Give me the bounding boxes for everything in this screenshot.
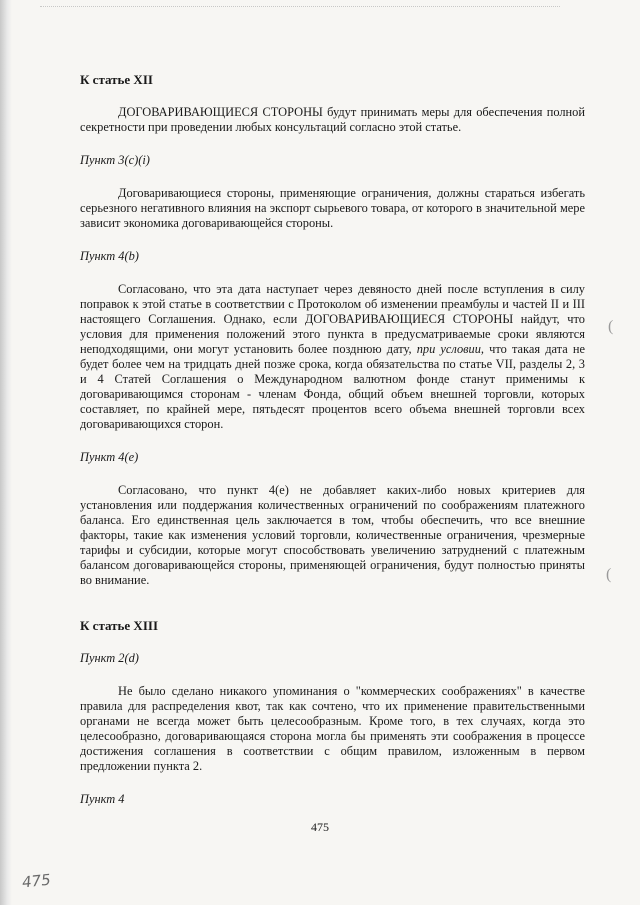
handwritten-page-number: 475 [21,870,52,892]
article-13-heading: К статье XIII [80,618,158,633]
scan-edge-shadow [0,0,12,905]
point-4e-heading: Пункт 4(e) [80,450,139,464]
article-12-heading: К статье XII [80,72,153,87]
point-3ci-heading: Пункт 3(c)(i) [80,153,150,167]
document-body [80,72,585,825]
margin-bracket-mark: ( [608,318,614,335]
margin-bracket-mark: ( [606,566,612,583]
point-4b-text-before: Согласовано, что эта дата наступает через девяносто дней после вступления в силу поправок к этой статье в соответствии с Протоколом об изменении преамбулы и частей II и III настоящего Соглашения. Однако, если ДОГОВАРИВАЮЩИЕСЯ СТОРОНЫ найдут, что условия для применения положений этого пункта в предусматриваемые сроки являются неподходящими, они могут установить более позднюю дату, [80,282,585,356]
point-4b-heading: Пункт 4(b) [80,249,139,263]
point-2d-heading: Пункт 2(d) [80,651,139,665]
point-2d-text: Не было сделано никакого упоминания о "коммерческих соображениях" в качестве правила для распределения квот, так как сочтено, что их применение правительственными органами не всегда может быть целесообразным. Кроме того, в тех случаях, когда это целесообразно, договаривающаяся сторона могла бы применять эти соображения в процессе достижения соглашения в соответствии с общим правилом, изложенным в первом предложении пункта 2. [80,684,585,773]
point-3ci-text: Договаривающиеся стороны, применяющие ограничения, должны стараться избегать серьезного негативного влияния на экспорт сырьевого товара, от которого в значительной мере зависит экономика договаривающейся стороны. [80,186,585,230]
point-4b-text-after: что такая дата не будет более чем на тридцать дней позже срока, когда обязательства по статье VII, разделы 2, 3 и 4 Статей Соглашения о Международном валютном фонде станут применимы к договаривающимся сторонам - членам Фонда, общий объем внешней торговли, которых составляет, по крайней мере, пятьдесят процентов всего объема внешней торговли всех договаривающихся сторон. [80,342,585,431]
page-number: 475 [311,820,329,834]
article-12-intro: ДОГОВАРИВАЮЩИЕСЯ СТОРОНЫ будут принимать меры для обеспечения полной секретности при проведении любых консультаций согласно этой статье. [80,105,585,134]
scan-top-noise [40,6,560,9]
point-4b-italic-phrase: при условии, [416,342,485,356]
point-4b-text [80,282,585,432]
point-4e-text: Согласовано, что пункт 4(e) не добавляет каких-либо новых критериев для установления или поддержания количественных ограничений по соображениям платежного баланса. Его единственная цель заключается в том, чтобы обеспечить, что все внешние факторы, такие как изменения условий торговли, количественные ограничения, чрезмерные тарифы и субсидии, которые могут способствовать увеличению затруднений с платежным балансом договаривающейся стороны, применяющей ограничения, будут полностью приняты во внимание. [80,483,585,587]
point-4-heading: Пункт 4 [80,792,125,806]
